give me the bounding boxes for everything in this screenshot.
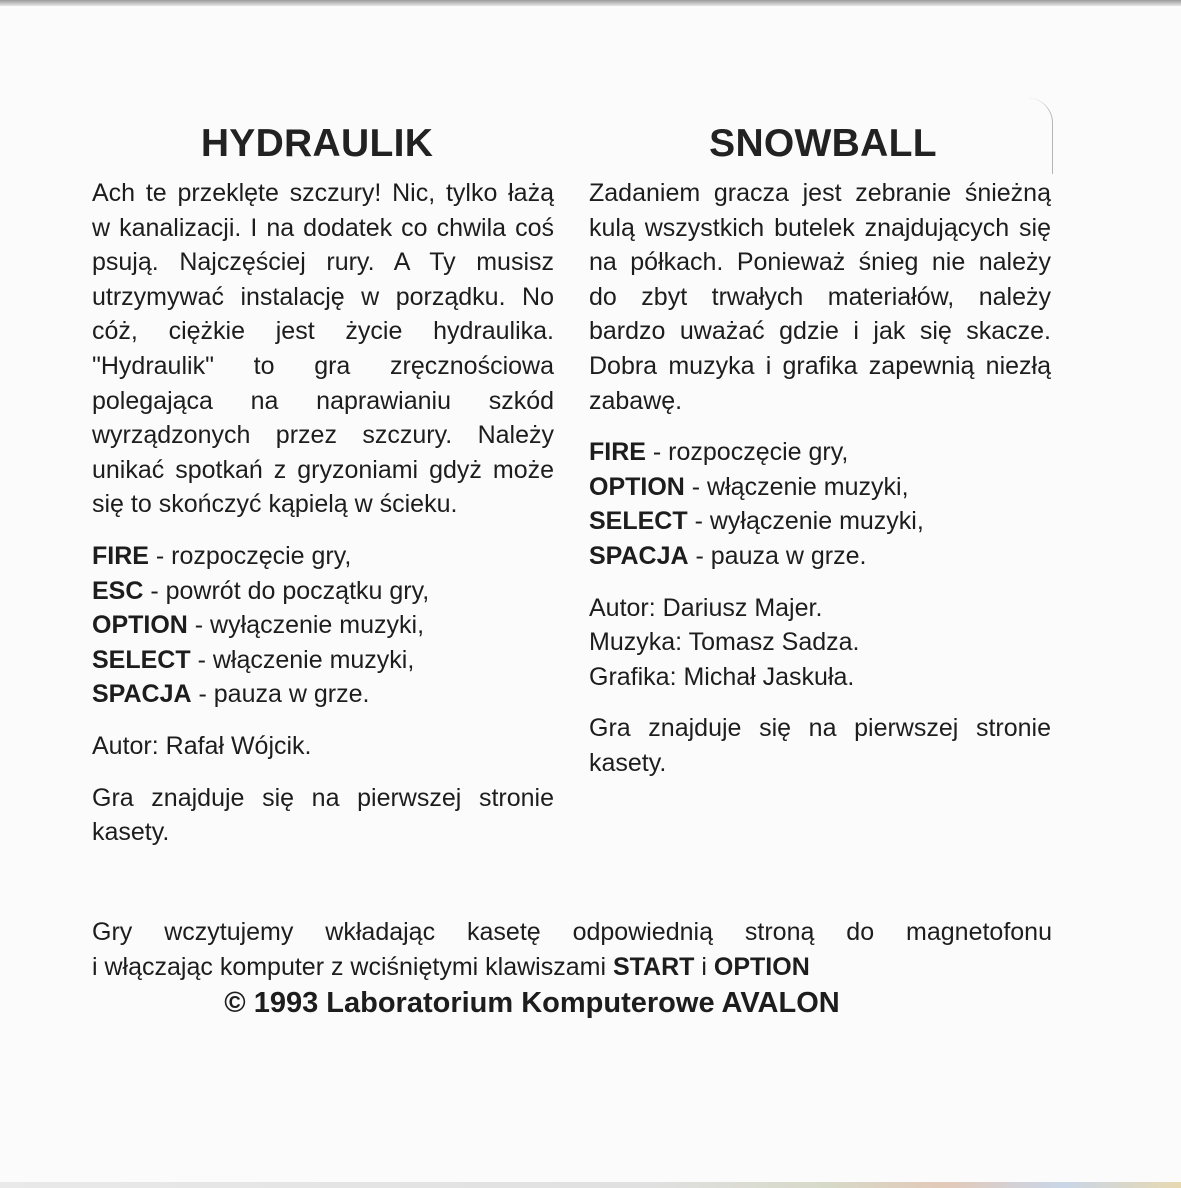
control-key: SPACJA <box>589 541 689 570</box>
credit-graphics: Grafika: Michał Jaskuła. <box>589 662 855 691</box>
snowball-description: Zadaniem gracza jest zebranie śnieżną kulą wszystkich butelek znajdujących się na półkach. Ponieważ śnieg nie należy do zbyt trwałych materiałów, należy bardzo uważać gdzie i jak się skacze. Dobra muzyka i grafika zapewnią niezłą zabawę. <box>589 179 1051 415</box>
snowball-controls <box>589 435 1051 573</box>
snowball-section <box>589 122 1051 781</box>
control-item <box>92 608 554 643</box>
control-action: - rozpoczęcie gry, <box>645 438 849 467</box>
snowball-title: SNOWBALL <box>709 122 937 165</box>
control-item <box>589 539 1051 574</box>
control-item <box>589 435 1051 470</box>
copyright: © 1993 Laboratorium Komputerowe AVALON <box>224 987 840 1020</box>
control-action: - pauza w grze. <box>688 541 867 570</box>
control-key: SPACJA <box>92 680 192 709</box>
loading-line-2-mid: i <box>694 952 714 981</box>
control-item <box>92 643 554 678</box>
control-key: FIRE <box>589 438 646 467</box>
credit-music: Muzyka: Tomasz Sadza. <box>589 628 860 657</box>
loading-line-1: Gry wczytujemy wkładając kasetę odpowiednią stroną do magnetofonu <box>92 918 1052 946</box>
control-item <box>589 470 1051 505</box>
scan-bottom-edge <box>0 1182 1181 1188</box>
snowball-credits <box>589 591 1051 695</box>
hydraulik-credits <box>92 729 554 764</box>
control-item <box>92 539 554 574</box>
credit-author: Autor: Rafał Wójcik. <box>92 731 312 760</box>
hydraulik-location: Gra znajduje się na pierwszej stronie kasety. <box>92 783 554 847</box>
hydraulik-section <box>92 122 554 850</box>
loading-instructions <box>92 915 1052 1021</box>
hydraulik-description: Ach te przeklęte szczury! Nic, tylko łażą w kanalizacji. I na dodatek co chwila coś psują. Najczęściej rury. A Ty musisz utrzymywać instalację w porządku. No cóż, ciężkie jest życie hydraulika. "Hydraulik" to gra zręcznościowa polegająca na naprawianiu szkód wyrządzonych przez szczury. Należy unikać spotkań z gryzoniami gdyż może się to skończyć kąpielą w ścieku. <box>92 179 554 519</box>
control-key: OPTION <box>92 611 188 640</box>
loading-line-2 <box>92 950 1052 985</box>
control-item <box>92 677 554 712</box>
control-item <box>589 504 1051 539</box>
scan-top-edge <box>0 0 1181 6</box>
control-item <box>92 574 554 609</box>
control-action: - włączenie muzyki, <box>190 645 415 674</box>
start-key: START <box>612 952 695 981</box>
hydraulik-controls <box>92 539 554 712</box>
option-key: OPTION <box>713 952 810 981</box>
control-key: OPTION <box>589 472 685 501</box>
control-key: SELECT <box>92 645 191 674</box>
control-key: SELECT <box>589 507 688 536</box>
snowball-location: Gra znajduje się na pierwszej stronie kasety. <box>589 714 1051 777</box>
control-action: - włączenie muzyki, <box>684 472 909 501</box>
loading-line-2-text: i włączając komputer z wciśniętymi klawiszami <box>92 952 613 981</box>
control-key: FIRE <box>92 541 149 570</box>
hydraulik-title: HYDRAULIK <box>200 122 434 165</box>
control-action: - wyłączenie muzyki, <box>187 611 425 640</box>
control-action: - pauza w grze. <box>191 680 370 709</box>
control-action: - powrót do początku gry, <box>143 576 430 605</box>
control-key: ESC <box>92 576 144 605</box>
control-action: - rozpoczęcie gry, <box>148 541 352 570</box>
control-action: - wyłączenie muzyki, <box>687 507 924 536</box>
credit-author: Autor: Dariusz Majer. <box>589 593 823 622</box>
